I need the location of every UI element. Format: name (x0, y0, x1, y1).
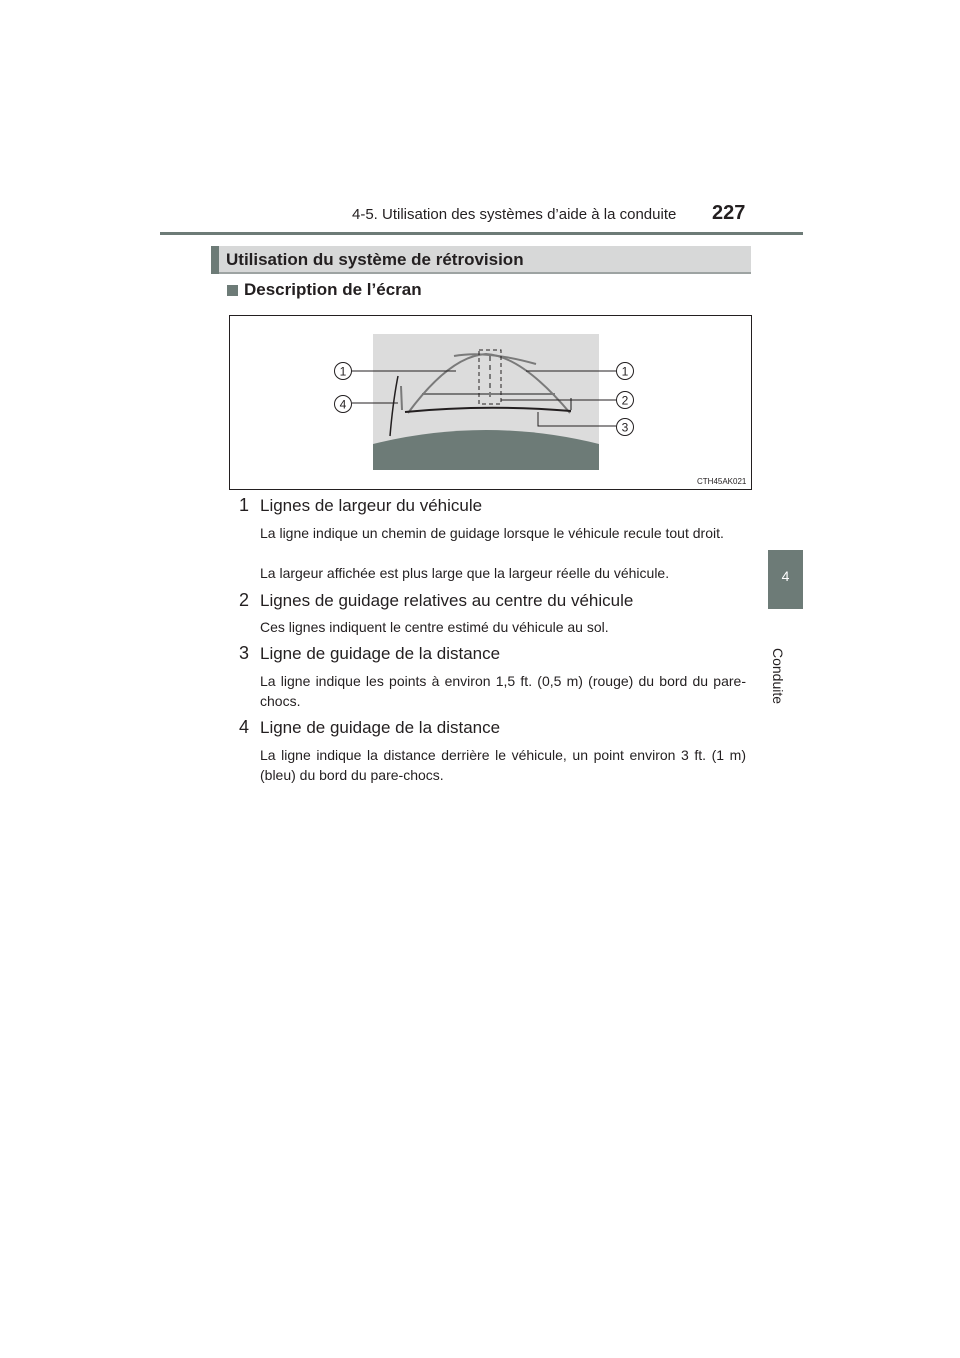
item-description: La ligne indique la distance derrière le véhicule, un point environ 3 ft. (1 m) (bleu) du bord du pare-chocs. (260, 747, 746, 783)
item-description: Ces lignes indiquent le centre estimé du véhicule au sol. (260, 619, 609, 635)
item-description: La ligne indique un chemin de guidage lorsque le véhicule recule tout droit. (260, 525, 724, 541)
square-bullet-icon (227, 285, 238, 296)
callout-2-label: 2 (621, 393, 629, 408)
item-number: 4 (239, 717, 250, 737)
item-description: La ligne indique les points à environ 1,5 ft. (0,5 m) (rouge) du bord du pare-chocs. (260, 673, 746, 709)
figure-code: CTH45AK021 (697, 477, 747, 486)
item-title: Ligne de guidage de la distance (260, 718, 501, 737)
callout-1-right-label: 1 (621, 364, 629, 379)
item-number: 1 (239, 495, 250, 515)
page-number: 227 (712, 202, 746, 224)
subsection-title: Description de l’écran (244, 280, 422, 299)
distance-line-left-tick (401, 386, 402, 410)
item-number: 3 (239, 643, 250, 663)
header-rule (160, 232, 803, 235)
rear-camera-diagram (230, 316, 751, 489)
item-title: Lignes de largeur du véhicule (260, 496, 483, 515)
item-description: La largeur affichée est plus large que la largeur réelle du véhicule. (260, 565, 670, 581)
callout-4-label: 4 (339, 397, 347, 412)
running-header: 4-5. Utilisation des systèmes d’aide à la conduite (352, 206, 677, 223)
chapter-tab-number: 4 (781, 568, 790, 584)
item-title: Ligne de guidage de la distance (260, 644, 501, 663)
chapter-tab-label: Conduite (770, 648, 786, 705)
item-title: Lignes de guidage relatives au centre du véhicule (260, 591, 634, 610)
section-heading-accent (211, 246, 219, 274)
screen-illustration (229, 315, 752, 490)
section-title: Utilisation du système de rétrovision (226, 250, 524, 269)
callout-3-label: 3 (621, 420, 629, 435)
item-number: 2 (239, 590, 250, 610)
callout-1-left-label: 1 (339, 364, 347, 379)
